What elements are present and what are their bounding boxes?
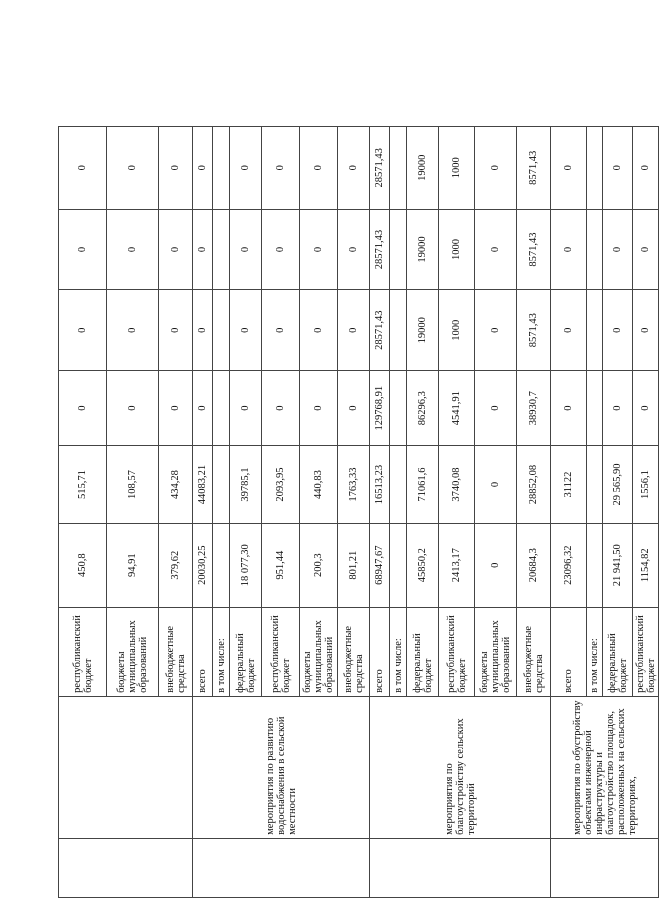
- activity-cell: [59, 696, 193, 838]
- value-cell: [213, 126, 230, 209]
- value-cell: 0: [603, 371, 633, 446]
- blank-cell: [551, 838, 659, 897]
- value-cell: 86296,3: [407, 371, 439, 446]
- value-cell: 0: [300, 290, 338, 371]
- value-cell: 0: [475, 446, 517, 523]
- value-cell: 0: [603, 290, 633, 371]
- value-cell: [587, 523, 603, 607]
- value-cell: 0: [633, 371, 659, 446]
- value-cell: 28571,43: [370, 290, 390, 371]
- value-cell: 0: [159, 371, 193, 446]
- value-cell: 0: [338, 290, 370, 371]
- funding-source-cell: в том числе:: [390, 607, 407, 696]
- value-cell: 0: [159, 126, 193, 209]
- value-cell: 0: [262, 126, 300, 209]
- funding-source-cell: в том числе:: [587, 607, 603, 696]
- value-cell: [390, 371, 407, 446]
- value-cell: 94,91: [107, 523, 159, 607]
- value-cell: 45850,2: [407, 523, 439, 607]
- value-cell: 18 077,30: [230, 523, 262, 607]
- funding-source-cell: республиканский бюджет: [262, 607, 300, 696]
- value-cell: 0: [262, 209, 300, 290]
- value-cell: 801,21: [338, 523, 370, 607]
- value-cell: 515,71: [59, 446, 107, 523]
- value-cell: [213, 290, 230, 371]
- value-cell: 71061,6: [407, 446, 439, 523]
- value-cell: 0: [603, 209, 633, 290]
- value-cell: 8571,43: [517, 209, 551, 290]
- activity-cell: мероприятия по благоустройству сельских территорий: [370, 696, 551, 838]
- funding-source-cell: всего: [551, 607, 587, 696]
- value-cell: 8571,43: [517, 290, 551, 371]
- value-cell: 0: [59, 290, 107, 371]
- value-cell: 0: [551, 126, 587, 209]
- funding-source-cell: республиканский бюджет: [633, 607, 659, 696]
- value-cell: 0: [262, 371, 300, 446]
- blank-cell: [370, 838, 551, 897]
- value-cell: 0: [633, 209, 659, 290]
- value-cell: 434,28: [159, 446, 193, 523]
- value-cell: 0: [633, 126, 659, 209]
- value-cell: 2413,17: [439, 523, 475, 607]
- value-cell: 0: [193, 126, 213, 209]
- value-cell: 39785,1: [230, 446, 262, 523]
- value-cell: 28852,08: [517, 446, 551, 523]
- value-cell: 108,57: [107, 446, 159, 523]
- value-cell: 16513,23: [370, 446, 390, 523]
- value-cell: 129768,91: [370, 371, 390, 446]
- value-cell: [587, 290, 603, 371]
- value-cell: 0: [230, 126, 262, 209]
- value-cell: 0: [159, 209, 193, 290]
- value-cell: 23096,32: [551, 523, 587, 607]
- funding-source-cell: федеральный бюджет: [407, 607, 439, 696]
- value-cell: [587, 446, 603, 523]
- value-cell: 379,62: [159, 523, 193, 607]
- value-cell: 19000: [407, 209, 439, 290]
- funding-source-cell: республиканский бюджет: [439, 607, 475, 696]
- activity-cell: мероприятия по развитию водоснабжения в сельской местности: [193, 696, 370, 838]
- value-cell: 951,44: [262, 523, 300, 607]
- funding-source-cell: всего: [193, 607, 213, 696]
- value-cell: 0: [59, 126, 107, 209]
- value-cell: 0: [230, 290, 262, 371]
- value-cell: 0: [300, 126, 338, 209]
- value-cell: 29 565,90: [603, 446, 633, 523]
- value-cell: 19000: [407, 290, 439, 371]
- funding-source-cell: федеральный бюджет: [230, 607, 262, 696]
- value-cell: 0: [338, 126, 370, 209]
- value-cell: 440,83: [300, 446, 338, 523]
- value-cell: 0: [107, 371, 159, 446]
- value-cell: 3740,08: [439, 446, 475, 523]
- value-cell: 0: [230, 371, 262, 446]
- value-cell: 0: [107, 290, 159, 371]
- value-cell: 20030,25: [193, 523, 213, 607]
- funding-source-cell: республиканский бюджет: [59, 607, 107, 696]
- funding-source-cell: внебюджетные средства: [338, 607, 370, 696]
- value-cell: 0: [193, 371, 213, 446]
- value-cell: 0: [338, 371, 370, 446]
- value-cell: 21 941,50: [603, 523, 633, 607]
- value-cell: 0: [193, 209, 213, 290]
- value-cell: [390, 446, 407, 523]
- funding-source-cell: внебюджетные средства: [159, 607, 193, 696]
- value-cell: 44083,21: [193, 446, 213, 523]
- value-cell: 0: [551, 371, 587, 446]
- value-cell: 0: [59, 209, 107, 290]
- value-cell: [587, 371, 603, 446]
- funding-source-cell: бюджеты муниципальных образований: [107, 607, 159, 696]
- value-cell: 0: [475, 371, 517, 446]
- value-cell: [390, 126, 407, 209]
- value-cell: 20684,3: [517, 523, 551, 607]
- table-row: [551, 44, 587, 898]
- value-cell: 31122: [551, 446, 587, 523]
- funding-source-cell: бюджеты муниципальных образований: [475, 607, 517, 696]
- value-cell: 68947,67: [370, 523, 390, 607]
- value-cell: [587, 209, 603, 290]
- value-cell: [213, 446, 230, 523]
- value-cell: 0: [262, 290, 300, 371]
- value-cell: [390, 290, 407, 371]
- value-cell: 0: [230, 209, 262, 290]
- value-cell: 8571,43: [517, 126, 551, 209]
- value-cell: 1556,1: [633, 446, 659, 523]
- value-cell: 1000: [439, 209, 475, 290]
- blank-cell: [59, 838, 193, 897]
- value-cell: 19000: [407, 126, 439, 209]
- funding-source-cell: в том числе:: [213, 607, 230, 696]
- value-cell: 28571,43: [370, 209, 390, 290]
- value-cell: 0: [107, 126, 159, 209]
- activity-cell: мероприятия по обустройству объектами инженерной инфраструктуры и благоустройство площадок, расположенных на сельских территориях,: [551, 696, 659, 838]
- value-cell: [213, 209, 230, 290]
- value-cell: 0: [633, 290, 659, 371]
- value-cell: 28571,43: [370, 126, 390, 209]
- funding-source-cell: внебюджетные средства: [517, 607, 551, 696]
- value-cell: 200,3: [300, 523, 338, 607]
- value-cell: 0: [475, 209, 517, 290]
- value-cell: 0: [475, 523, 517, 607]
- funding-source-cell: бюджеты муниципальных образований: [300, 607, 338, 696]
- value-cell: 450,8: [59, 523, 107, 607]
- value-cell: [213, 523, 230, 607]
- table-row: [59, 44, 107, 898]
- table-row: [193, 44, 213, 898]
- value-cell: 1154,82: [633, 523, 659, 607]
- value-cell: 0: [300, 209, 338, 290]
- funding-source-cell: всего: [370, 607, 390, 696]
- value-cell: [390, 209, 407, 290]
- value-cell: [390, 523, 407, 607]
- value-cell: 0: [300, 371, 338, 446]
- value-cell: 2093,95: [262, 446, 300, 523]
- value-cell: 0: [475, 126, 517, 209]
- value-cell: 0: [551, 290, 587, 371]
- value-cell: 1000: [439, 290, 475, 371]
- value-cell: 38930,7: [517, 371, 551, 446]
- value-cell: 0: [551, 209, 587, 290]
- value-cell: [213, 371, 230, 446]
- table-row: [370, 44, 390, 898]
- value-cell: [587, 126, 603, 209]
- value-cell: 0: [107, 209, 159, 290]
- blank-cell: [193, 838, 370, 897]
- funding-table: [58, 43, 659, 898]
- value-cell: 0: [338, 209, 370, 290]
- value-cell: 4541,91: [439, 371, 475, 446]
- table-body: [59, 44, 659, 898]
- value-cell: 0: [475, 290, 517, 371]
- funding-source-cell: федеральный бюджет: [603, 607, 633, 696]
- value-cell: 1763,33: [338, 446, 370, 523]
- value-cell: 0: [159, 290, 193, 371]
- value-cell: 0: [193, 290, 213, 371]
- value-cell: 1000: [439, 126, 475, 209]
- value-cell: 0: [603, 126, 633, 209]
- rotated-table-area: [58, 43, 657, 898]
- value-cell: 0: [59, 371, 107, 446]
